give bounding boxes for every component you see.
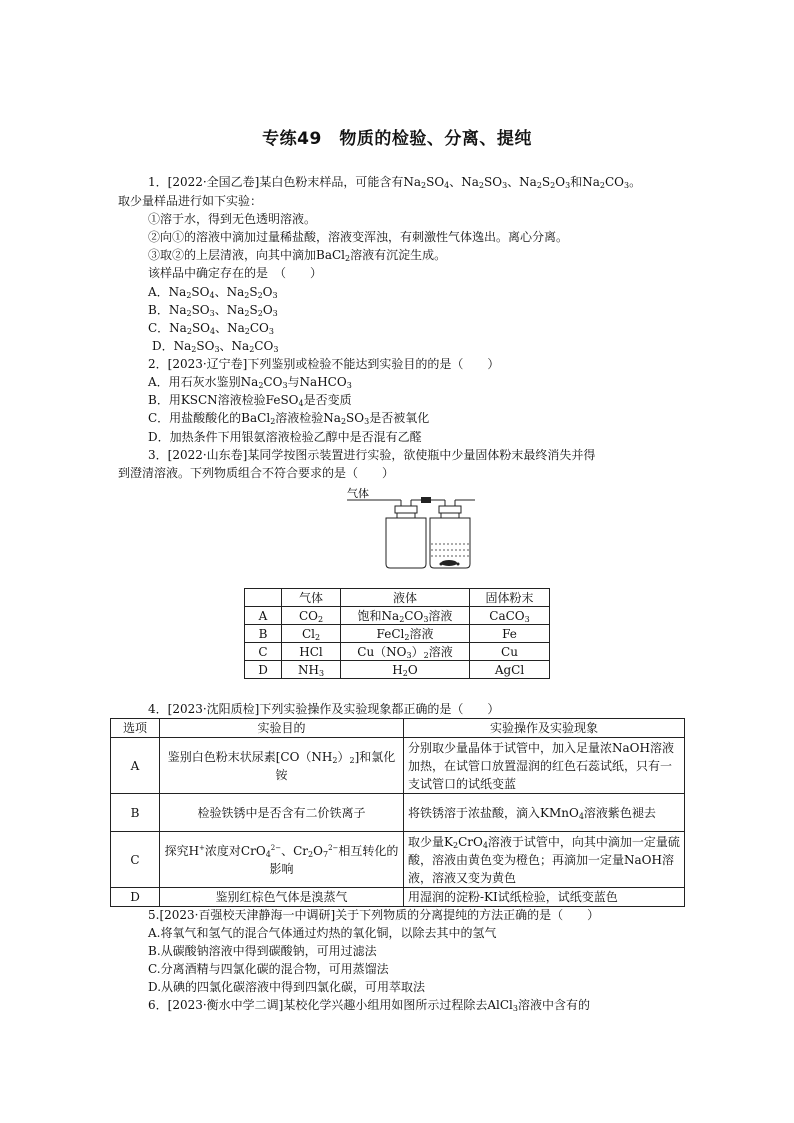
q1-option-c: C．$Na_2SO_4$、$Na_2CO_3$	[148, 321, 274, 336]
q1-option-d: D．$Na_2SO_3$、$Na_2CO_3$	[152, 339, 279, 354]
table-cell: 探究H+浓度对CrO$_4^{2-}$、$Cr_2O_7^{2-}$相互转化的影响	[160, 832, 404, 888]
table-cell: A	[111, 738, 160, 794]
table-cell: 检验铁锈中是否含有二价铁离子	[160, 794, 404, 832]
table-cell: B	[245, 625, 282, 643]
table-cell: $Cl_2$	[282, 625, 341, 643]
q1-step3: ③取②的上层清液，向其中滴加BaCl$_2$溶液有沉淀生成。	[148, 248, 447, 263]
table-cell: C	[245, 643, 282, 661]
gas-bottle-apparatus	[345, 484, 480, 570]
table-cell: 用湿润的淀粉-KI试纸检验，试纸变蓝色	[404, 888, 685, 907]
table-cell: Cu	[470, 643, 550, 661]
table-cell: FeCl$_2$溶液	[341, 625, 470, 643]
table-cell: 将铁锈溶于浓盐酸，滴入KMnO$_4$溶液紫色褪去	[404, 794, 685, 832]
table-header: 液体	[341, 589, 470, 607]
q5-option-c: C.分离酒精与四氯化碳的混合物，可用蒸馏法	[148, 962, 389, 976]
table-header: 固体粉末	[470, 589, 550, 607]
table-cell: AgCl	[470, 661, 550, 679]
table-cell: A	[245, 607, 282, 625]
table-cell: D	[245, 661, 282, 679]
table-row	[111, 832, 685, 888]
q1-stem-cont: 取少量样品进行如下实验：	[118, 194, 263, 208]
table-cell: CaCO$_3$	[470, 607, 550, 625]
table-header: 实验目的	[160, 719, 404, 738]
q4-stem: 4．[2023·沈阳质检]下列实验操作及实验现象都正确的是（ ）	[148, 702, 500, 716]
table-cell: 分别取少量晶体于试管中，加入足量浓NaOH溶液加热，在试管口放置湿润的红色石蕊试纸，只有一支试管口的试纸变蓝	[404, 738, 685, 794]
table-cell: 饱和$Na_2CO_3$溶液	[341, 607, 470, 625]
q1-stem: 1．[2022·全国乙卷]某白色粉末样品，可能含有$Na_2SO_4$、$Na_2SO_3$、$Na_2S_2O_3$和$Na_2CO_3$。	[148, 175, 642, 190]
gas-label: 气体	[347, 487, 369, 500]
q1-step2: ②向①的溶液中滴加过量稀盐酸，溶液变浑浊，有刺激性气体逸出。离心分离。	[148, 230, 569, 244]
table-cell: HCl	[282, 643, 341, 661]
q1-ask: 该样品中确定存在的是 （ ）	[148, 266, 323, 280]
q3-stem-cont: 到澄清溶液。下列物质组合不符合要求的是（ ）	[118, 466, 395, 480]
table-header-row	[111, 719, 685, 738]
table-row	[245, 661, 550, 679]
q4-table	[110, 718, 685, 907]
table-cell: Fe	[470, 625, 550, 643]
table-cell: $NH_3$	[282, 661, 341, 679]
table-header: 实验操作及实验现象	[404, 719, 685, 738]
q3-stem: 3．[2022·山东卷]某同学按图示装置进行实验，欲使瓶中少量固体粉末最终消失并得	[148, 448, 596, 462]
q5-option-a: A.将氧气和氢气的混合气体通过灼热的氧化铜，以除去其中的氢气	[148, 926, 497, 940]
table-cell: $CO_2$	[282, 607, 341, 625]
q2-option-d: D．加热条件下用银氨溶液检验乙醇中是否混有乙醛	[148, 430, 422, 444]
q6-stem: 6．[2023·衡水中学二调]某校化学兴趣小组用如图所示过程除去AlCl$_3$溶液中含有的	[148, 998, 590, 1013]
page-title: 专练49 物质的检验、分离、提纯	[262, 129, 532, 149]
table-cell: B	[111, 794, 160, 832]
q3-table	[244, 588, 550, 679]
table-row	[111, 738, 685, 794]
table-cell: $H_2O$	[341, 661, 470, 679]
table-row	[245, 643, 550, 661]
table-cell: 鉴别白色粉末状尿素$[CO(NH_2)_2]$和氯化铵	[160, 738, 404, 794]
q2-stem: 2．[2023·辽宁卷]下列鉴别或检验不能达到实验目的的是（ ）	[148, 357, 500, 371]
table-cell: D	[111, 888, 160, 907]
q5-option-b: B.从碳酸钠溶液中得到碳酸钠，可用过滤法	[148, 944, 377, 958]
q1-option-a: A．$Na_2SO_4$、$Na_2S_2O_3$	[148, 285, 278, 300]
table-row	[245, 625, 550, 643]
table-row	[111, 888, 685, 907]
q1-option-b: B．$Na_2SO_3$、$Na_2S_2O_3$	[148, 303, 278, 318]
table-row	[245, 607, 550, 625]
table-header: 选项	[111, 719, 160, 738]
table-row	[111, 794, 685, 832]
table-header: 气体	[282, 589, 341, 607]
table-cell: 取少量$K_2CrO_4$溶液于试管中，向其中滴加一定量硫酸，溶液由黄色变为橙色；再滴加一定量NaOH溶液，溶液又变为黄色	[404, 832, 685, 888]
q5-stem: 5.[2023·百强校天津静海一中调研]关于下列物质的分离提纯的方法正确的是（ ）	[148, 908, 600, 922]
q2-option-b: B．用KSCN溶液检验FeSO$_4$是否变质	[148, 393, 352, 408]
table-cell: $Cu(NO_3)_2$溶液	[341, 643, 470, 661]
table-cell: 鉴别红棕色气体是溴蒸气	[160, 888, 404, 907]
table-header	[245, 589, 282, 607]
q2-option-c: C．用盐酸酸化的BaCl$_2$溶液检验$Na_2SO_3$是否被氧化	[148, 411, 430, 426]
table-header-row	[245, 589, 550, 607]
q1-step1: ①溶于水，得到无色透明溶液。	[148, 212, 317, 226]
table-cell: C	[111, 832, 160, 888]
q2-option-a: A．用石灰水鉴别$Na_2CO_3$与NaHCO$_3$	[148, 375, 352, 390]
q5-option-d: D.从碘的四氯化碳溶液中得到四氯化碳，可用萃取法	[148, 980, 426, 994]
